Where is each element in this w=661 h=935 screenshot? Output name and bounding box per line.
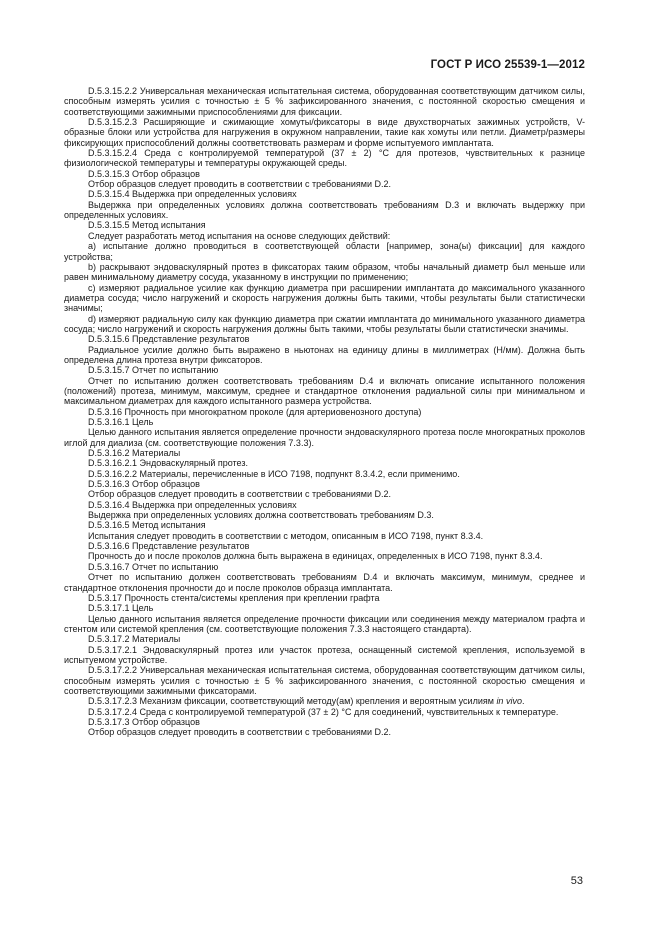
section-heading: D.5.3.15.3 Отбор образцов xyxy=(88,168,200,179)
paragraph: Радиальное усилие должно быть выражено в ньютонах на единицу длины в миллиметрах (Н/мм). Должна быть определена длина протеза внутри фиксаторов. xyxy=(64,344,585,365)
paragraph: Целью данного испытания является определение прочности фиксации или соединения между материалом графта и стентом или системой крепления (см. соответствующие положения 7.3.3 настоящего стандарта). xyxy=(64,613,585,634)
list-item: d) измеряют радиальную силу как функцию диаметра при сжатии имплантата до минимального указанного диаметра сосуда; число нагружений и скорость нагружения должны быть такими, чтобы результаты были статистически значимы. xyxy=(64,313,585,334)
paragraph: D.5.3.16.2.2 Материалы, перечисленные в ИСО 7198, подпункт 8.3.4.2, если применимо. xyxy=(88,468,460,479)
paragraph: D.5.3.17.2.1 Эндоваскулярный протез или участок протеза, оснащенный системой крепления, используемой в испытуемом устройстве. xyxy=(64,644,585,665)
paragraph: D.5.3.15.2.4 Среда с контролируемой температурой (37 ± 2) °С для протезов, чувствительных к разнице физиологической температуры и температуры окружающей среды. xyxy=(64,148,585,169)
paragraph: D.5.3.17.2.2 Универсальная механическая испытательная система, оборудованная соответствующим датчиком силы, способным измерять усилия с точностью ± 5 % зафиксированного значения, с постоянной скоростью смещения и соответствующими зажимными фиксаторами. xyxy=(64,665,585,696)
standard-code-header: ГОСТ Р ИСО 25539-1—2012 xyxy=(430,59,585,71)
paragraph: Выдержка при определенных условиях должна соответствовать требованиям D.3 и включать выдержку при определенных условиях. xyxy=(64,199,585,221)
section-heading: D.5.3.15.6 Представление результатов xyxy=(88,334,250,345)
section-heading: D.5.3.16.3 Отбор образцов xyxy=(88,479,200,490)
paragraph: Целью данного испытания является определение прочности эндоваскулярного протеза после многократных проколов иглой для диализа (см. соответствующие положения 7.3.3). xyxy=(64,427,585,448)
section-heading: D.5.3.16 Прочность при многократном проколе (для артериовенозного доступа) xyxy=(88,406,422,417)
paragraph: Выдержка при определенных условиях должна соответствовать требованиям D.3. xyxy=(88,510,434,521)
paragraph: Отбор образцов следует проводить в соответствии с требованиями D.2. xyxy=(88,727,391,738)
in-vivo-term: in vivo xyxy=(496,696,522,707)
page-number: 53 xyxy=(570,875,583,887)
section-heading: D.5.3.15.7 Отчет по испытанию xyxy=(88,365,219,376)
section-heading: D.5.3.16.6 Представление результатов xyxy=(88,541,250,552)
section-heading: D.5.3.16.7 Отчет по испытанию xyxy=(88,561,219,572)
section-heading: D.5.3.15.5 Метод испытания xyxy=(88,220,206,231)
list-item: с) измеряют радиальное усилие как функцию диаметра при расширении имплантата до максимального указанного диаметра сосуда; число нагружений и скорость нагружения должны быть такими, чтобы результаты были статистически значимы; xyxy=(64,282,585,314)
section-heading: D.5.3.16.1 Цель xyxy=(88,417,154,427)
list-item: b) раскрывают эндоваскулярный протез в фиксаторах таким образом, чтобы начальный диаметр был меньше или равен минимальному диаметру сосуда, указанному в инструкции по применению; xyxy=(64,261,585,283)
section-heading: D.5.3.17.3 Отбор образцов xyxy=(88,716,200,727)
paragraph: Испытания следует проводить в соответствии с методом, описанным в ИСО 7198, пункт 8.3.4. xyxy=(88,530,484,541)
paragraph: Отчет по испытанию должен соответствовать требованиям D.4 и включать максимум, минимум, среднее и стандартное отклонения прочности до и после проколов образца имплантата. xyxy=(64,572,585,593)
paragraph: Следует разработать метод испытания на основе следующих действий: xyxy=(88,230,391,241)
paragraph: Прочность до и после проколов должна быть выражена в единицах, определенных в ИСО 7198, пункт 8.3.4. xyxy=(88,551,543,562)
sentence-period: . xyxy=(521,696,525,707)
paragraph: Отбор образцов следует проводить в соответствии с требованиями D.2. xyxy=(88,179,391,190)
section-heading: D.5.3.17 Прочность стента/системы крепления при креплении графта xyxy=(88,592,380,603)
section-heading: D.5.3.16.2 Материалы xyxy=(88,448,181,459)
paragraph: D.5.3.15.2.3 Расширяющие и сжимающие хомуты/фиксаторы в виде двухстворчатых зажимных устройств, V-образные блоки или устройства для нагружения в окружном направлении, такие как хомуты или петли. Диаметр/размеры фиксирующих приспособлений должны соответствовать размерам и форме испытуемого имплантата. xyxy=(64,117,585,148)
paragraph: Отбор образцов следует проводить в соответствии с требованиями D.2. xyxy=(88,489,391,500)
paragraph: D.5.3.16.2.1 Эндоваскулярный протез. xyxy=(88,458,248,469)
section-heading: D.5.3.17.2 Материалы xyxy=(88,634,181,645)
list-item: а) испытание должно проводиться в соответствующей области [например, зона(ы) фиксации] для каждого устройства; xyxy=(64,241,585,262)
paragraph: Отчет по испытанию должен соответствовать требованиям D.4 и включать описание испытанного положения (положений) протеза, минимум, максимум, среднее и стандартное отклонения радиальной силы при минимальном и максимальном диаметрах для каждого испытанного размера устройства. xyxy=(64,375,585,407)
section-heading: D.5.3.15.4 Выдержка при определенных условиях xyxy=(88,189,297,200)
section-heading: D.5.3.16.4 Выдержка при определенных условиях xyxy=(88,499,297,510)
paragraph: D.5.3.17.2.4 Среда с контролируемой температурой (37 ± 2) °С для соединений, чувствительных к температуре. xyxy=(88,706,559,717)
paragraph: D.5.3.15.2.2 Универсальная механическая испытательная система, оборудованная соответствующим датчиком силы, способным измерять усилия с точностью ± 5 % зафиксированного значения, с постоянной скоростью смещения и соответствующими зажимными приспособлениями для фиксации. xyxy=(64,86,585,117)
paragraph xyxy=(64,696,585,706)
paragraph-text: D.5.3.17.2.3 Механизм фиксации, соответствующий методу(ам) крепления и вероятным усилиям xyxy=(88,696,497,707)
section-heading: D.5.3.17.1 Цель xyxy=(88,603,154,614)
section-heading: D.5.3.16.5 Метод испытания xyxy=(88,520,206,531)
document-body xyxy=(64,86,585,738)
